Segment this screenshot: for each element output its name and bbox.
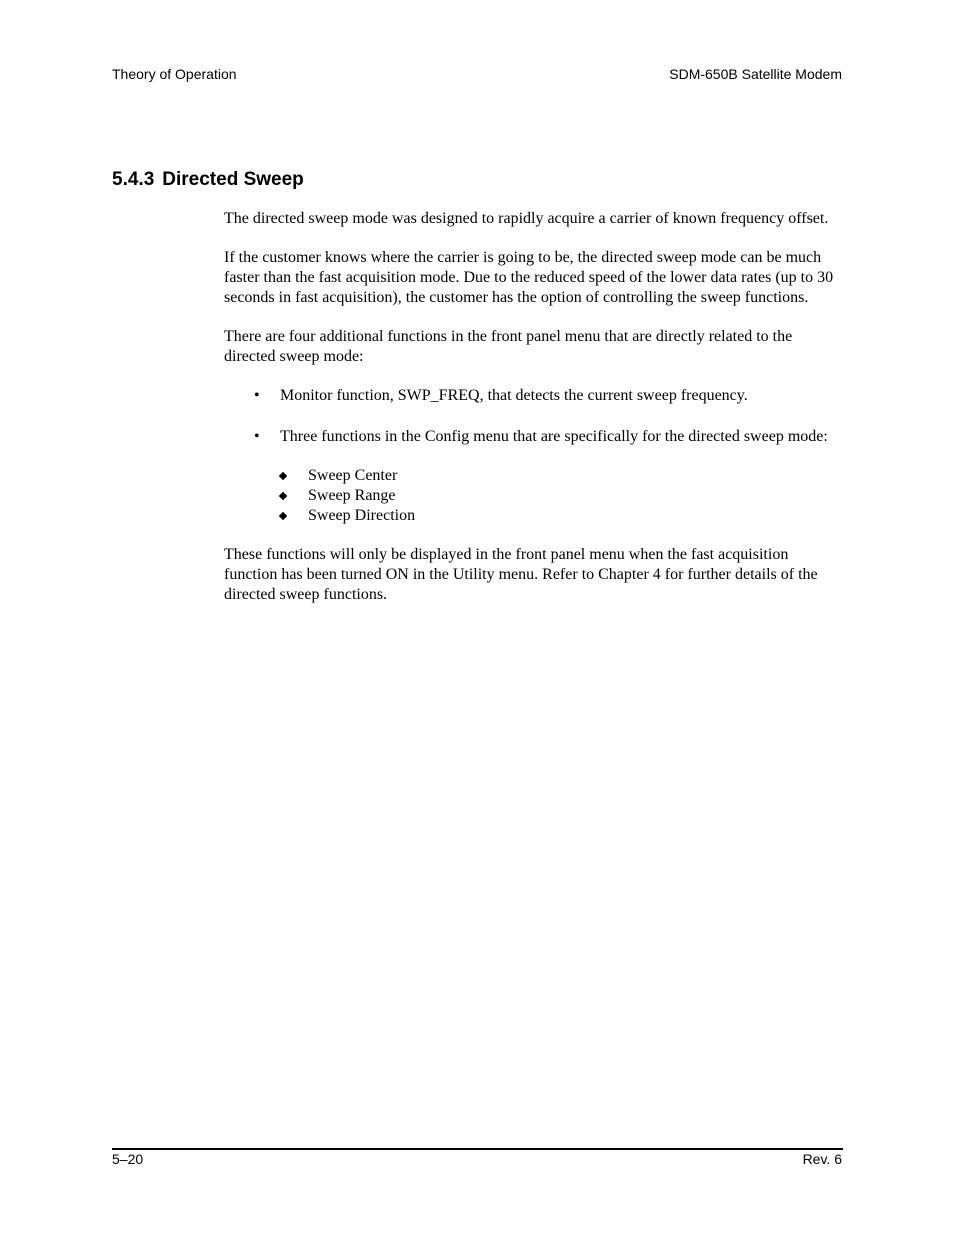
running-footer: [112, 1151, 842, 1169]
footer-divider: [112, 1148, 843, 1150]
sub-list-item: [280, 466, 842, 486]
section-heading: [112, 169, 304, 191]
section-number: 5.4.3: [112, 169, 155, 190]
bullet-icon: •: [254, 387, 260, 404]
intro-paragraph: The directed sweep mode was designed to rapidly acquire a carrier of known frequency offset.: [224, 210, 829, 227]
list-item: [224, 427, 842, 526]
section-title: Directed Sweep: [162, 169, 304, 190]
diamond-bullet-icon: [279, 512, 287, 520]
header-chapter-title: Theory of Operation: [112, 66, 237, 82]
section-body: [224, 209, 842, 624]
sub-list-item: [280, 506, 842, 526]
diamond-bullet-icon: [279, 492, 287, 500]
page-number: 5–20: [112, 1151, 144, 1167]
header-product-name: SDM-650B Satellite Modem: [669, 66, 842, 82]
list-item: [224, 386, 842, 406]
bullet-icon: •: [254, 428, 260, 445]
sub-bullet-text: Sweep Range: [308, 487, 396, 504]
functions-paragraph: There are four additional functions in the front panel menu that are directly related to the directed sweep mode:: [224, 328, 793, 365]
sub-bullet-text: Sweep Direction: [308, 507, 416, 524]
bullet-list: [224, 386, 842, 526]
sub-bullet-text: Sweep Center: [308, 467, 398, 484]
closing-paragraph: These functions will only be displayed in the front panel menu when the fast acquisition function has been turned ON in the Utility menu. Refer to Chapter 4 for further details of the directed sweep functions.: [224, 546, 818, 603]
sub-list-item: [280, 486, 842, 506]
revision-label: Rev. 6: [802, 1151, 842, 1167]
bullet-text: Monitor function, SWP_FREQ, that detects the current sweep frequency.: [280, 387, 748, 404]
bullet-text: Three functions in the Config menu that are specifically for the directed sweep mode:: [280, 428, 828, 445]
diamond-bullet-icon: [279, 472, 287, 480]
sub-bullet-list: [280, 466, 842, 526]
running-header: [112, 66, 842, 84]
customer-paragraph: If the customer knows where the carrier is going to be, the directed sweep mode can be much faster than the fast acquisition mode. Due to the reduced speed of the lower data rates (up to 30 seconds in fast acquisition), the customer has the option of controlling the sweep functions.: [224, 249, 834, 306]
